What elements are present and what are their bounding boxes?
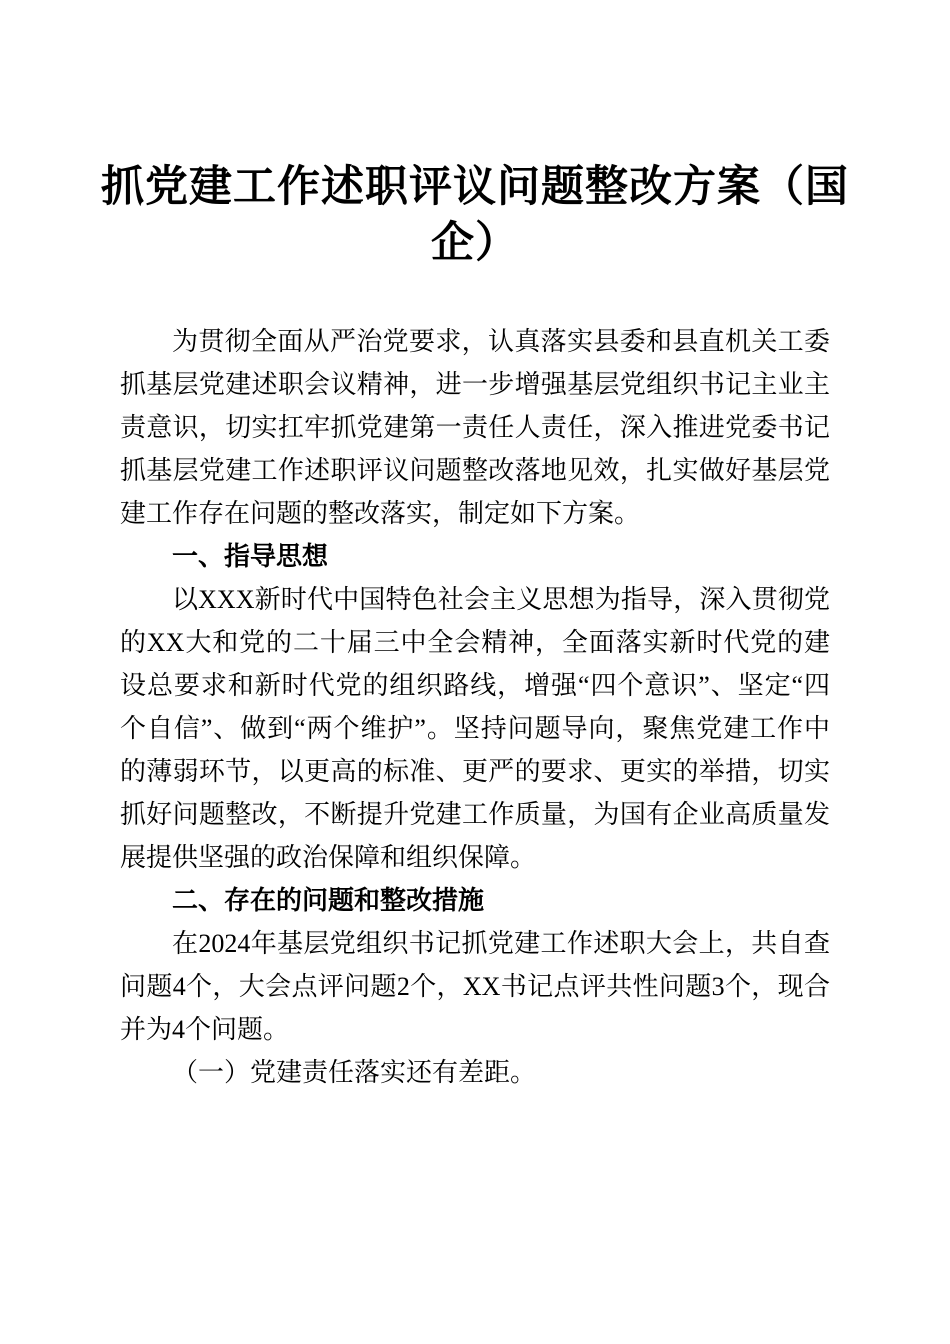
heading-problems-and-measures: 二、存在的问题和整改措施 bbox=[172, 885, 485, 915]
subheading-problem-1: （一）党建责任落实还有差距。 bbox=[172, 1058, 537, 1087]
paragraph-guiding-ideology: 以XXX新时代中国特色社会主义思想为指导，深入贯彻党的XX大和党的二十届三中全会精神，全面落实新时代党的建设总要求和新时代党的组织路线，增强“四个意识”、坚定“四个自信”、做到“两个维护”。坚持问题导向，聚焦党建工作中的薄弱环节，以更高的标准、更严的要求、更实的举措，切实抓好问题整改，不断提升党建工作质量，为国有企业高质量发展提供坚强的政治保障和组织保障。 bbox=[120, 585, 830, 872]
heading-guiding-ideology: 一、指导思想 bbox=[172, 541, 329, 571]
document-body bbox=[120, 320, 830, 1094]
document-title: 抓党建工作述职评议问题整改方案（国企） bbox=[101, 164, 849, 267]
paragraph-intro: 为贯彻全面从严治党要求，认真落实县委和县直机关工委抓基层党建述职会议精神，进一步增强基层党组织书记主业主责意识，切实扛牢抓党建第一责任人责任，深入推进党委书记抓基层党建工作述职评议问题整改落地见效，扎实做好基层党建工作存在问题的整改落实，制定如下方案。 bbox=[120, 327, 830, 528]
paragraph-problems-summary: 在2024年基层党组织书记抓党建工作述职大会上，共自查问题4个，大会点评问题2个，XX书记点评共性问题3个，现合并为4个问题。 bbox=[120, 929, 830, 1044]
